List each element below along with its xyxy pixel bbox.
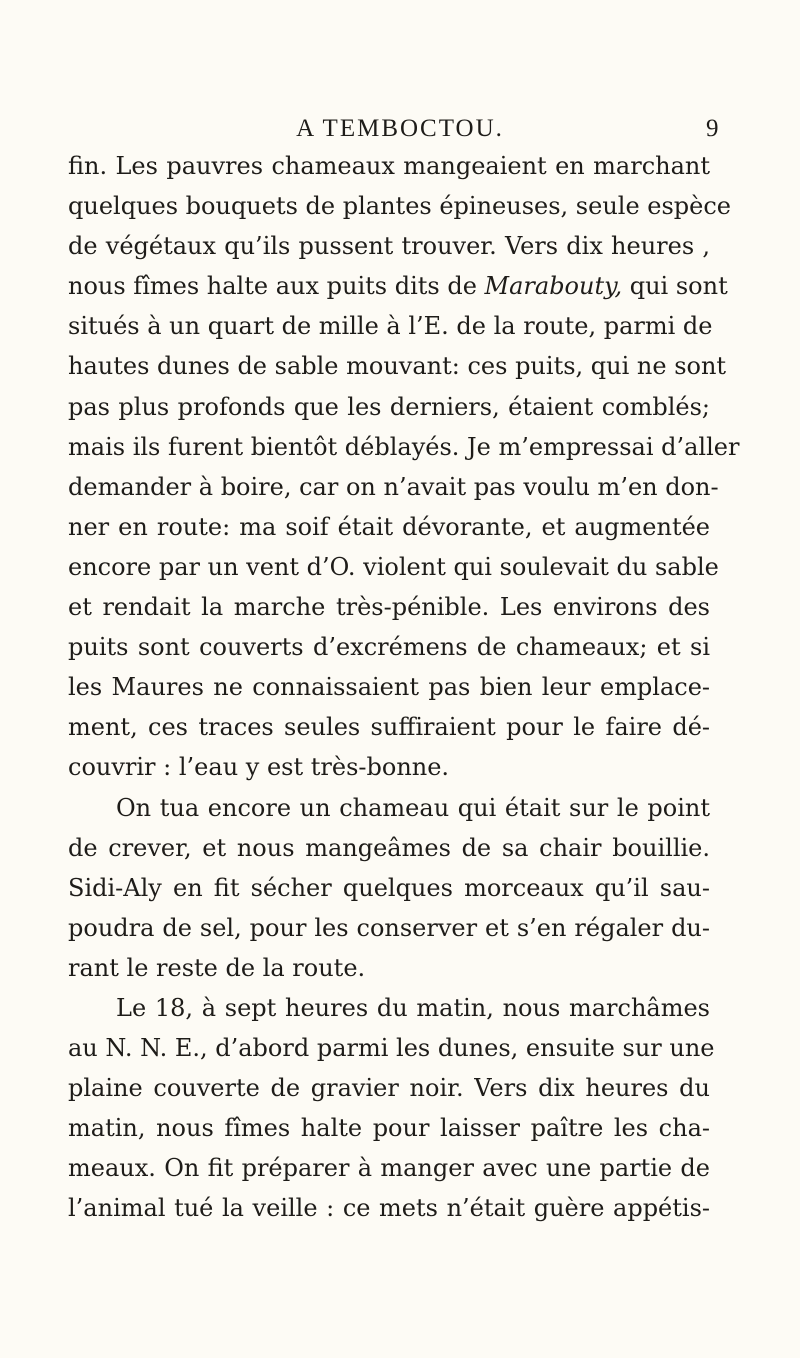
text-segment: qui sont: [622, 272, 728, 301]
text-line: encore par un vent d’O. violent qui soulevait du sable: [68, 552, 719, 581]
text-line: matin, nous fîmes halte pour laisser paître les cha-: [68, 1114, 710, 1143]
body-text: [68, 146, 740, 1229]
text-line: et rendait la marche très-pénible. Les environs des: [68, 593, 710, 622]
page-number: 9: [706, 115, 719, 142]
text-line: couvrir : l’eau y est très-bonne.: [68, 753, 450, 782]
text-line: au N. N. E., d’abord parmi les dunes, ensuite sur une: [68, 1034, 715, 1063]
text-line: de végétaux qu’ils pussent trouver. Vers dix heures ,: [68, 232, 710, 261]
text-line: pas plus profonds que les derniers, étaient comblés;: [68, 392, 710, 421]
running-head: [0, 114, 800, 144]
text-line: situés à un quart de mille à l’E. de la route, parmi de: [68, 312, 713, 341]
text-line: quelques bouquets de plantes épineuses, seule espèce: [68, 192, 732, 221]
text-line: demander à boire, car on n’avait pas voulu m’en don-: [68, 472, 719, 501]
text-line: l’animal tué la veille : ce mets n’était guère appétis-: [68, 1194, 710, 1223]
text-line: de crever, et nous mangeâmes de sa chair bouillie.: [68, 833, 710, 862]
text-line: ner en route: ma soif était dévorante, et augmentée: [68, 512, 710, 541]
text-line: plaine couverte de gravier noir. Vers dix heures du: [68, 1074, 710, 1103]
text-line: On tua encore un chameau qui était sur le point: [116, 793, 710, 822]
text-segment: nous fîmes halte aux puits dits de: [68, 272, 485, 301]
text-line: fin. Les pauvres chameaux mangeaient en marchant: [68, 152, 710, 180]
text-line: hautes dunes de sable mouvant: ces puits, qui ne sont: [68, 352, 727, 381]
text-line: ment, ces traces seules suffiraient pour le faire dé-: [68, 713, 710, 742]
text-line: puits sont couverts d’excrémens de chameaux; et si: [68, 633, 710, 662]
text-line: [68, 266, 728, 306]
text-line: poudra de sel, pour les conserver et s’en régaler du-: [68, 913, 710, 942]
text-line: mais ils furent bientôt déblayés. Je m’empressai d’aller: [68, 432, 740, 461]
text-line: les Maures ne connaissaient pas bien leur emplace-: [68, 673, 710, 702]
text-line: meaux. On fit préparer à manger avec une partie de: [68, 1154, 710, 1183]
place-name-italic: Marabouty,: [484, 272, 623, 301]
text-line: rant le reste de la route.: [68, 953, 366, 982]
text-line: Sidi-Aly en fit sécher quelques morceaux qu’il sau-: [68, 873, 710, 902]
running-title: A TEMBOCTOU.: [296, 115, 504, 142]
text-line: Le 18, à sept heures du matin, nous marchâmes: [116, 993, 710, 1022]
